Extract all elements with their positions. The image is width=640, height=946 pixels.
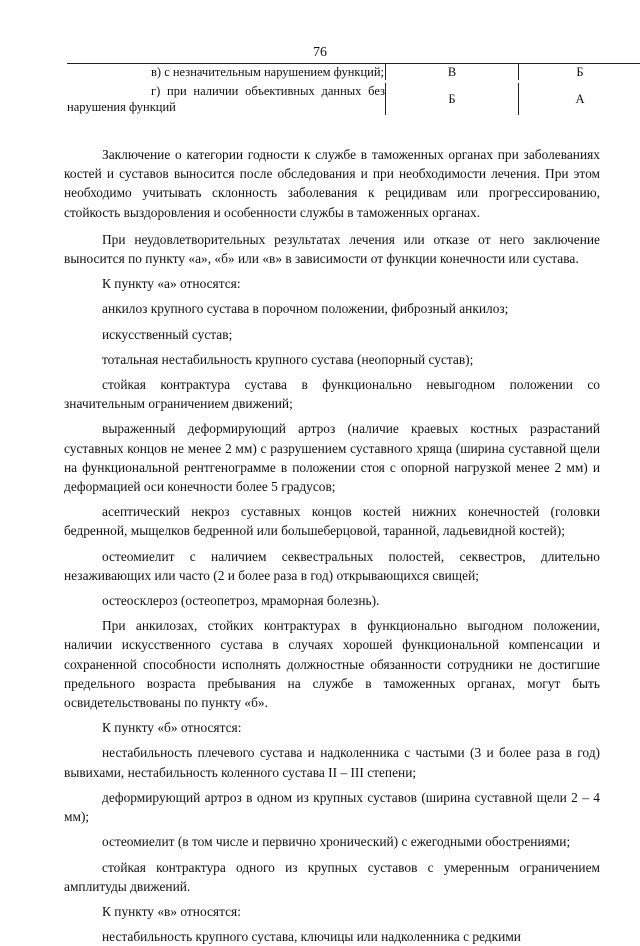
list-item: асептический некроз суставных концов костей нижних конечностей (головки бедренной, мыщелков бедренной или большеберцовой, таранной, ладьевидной костей); [64,504,600,539]
table-cell-category: Б [385,83,518,115]
list-item: остеосклероз (остеопетроз, мраморная болезнь). [102,593,380,609]
paragraph: При анкилозах, стойких контрактурах в функционально выгодном положении, наличии искусственного сустава в случаях хорошей функциональной компенсации и сохраненной способности исполнять должностные обязанности сотрудники не достигшие предельного возраста пребывания на службе в таможенных органах, могут быть освидетельствованы по пункту «б». [64,618,600,711]
table-row [67,64,640,80]
list-item: анкилоз крупного сустава в порочном положении, фиброзный анкилоз; [102,301,509,317]
list-item: остеомиелит (в том числе и первично хронический) с ежегодными обострениями; [102,834,571,850]
page-number: 76 [313,45,327,60]
section-heading: К пункту «а» относятся: [102,276,241,292]
category-table [67,63,640,115]
table-cell-description: в) с незначительным нарушением функций; [151,65,385,79]
table-cell-category: В [385,64,518,80]
table-cell-category: Б [518,64,640,80]
list-item: нестабильность крупного сустава, ключицы или надколенника с редкими [102,929,521,945]
list-item: искусственный сустав; [102,326,233,342]
paragraph: Заключение о категории годности к службе в таможенных органах при заболеваниях костей и суставов выносится после обследования и при необходимости лечения. При этом необходимо учитывать склонность заболевания к рецидивам или прогрессированию, стойкость выздоровления и особенности службы в таможенных органах. [64,147,600,220]
body-text [64,145,600,946]
table-row [67,83,640,115]
list-item: тотальная нестабильность крупного сустава (неопорный сустав); [102,351,474,367]
section-heading: К пункту «б» относятся: [102,720,242,736]
list-item: стойкая контрактура сустава в функционально невыгодном положении со значительным ограничением движений; [64,377,600,412]
list-item: остеомиелит с наличием секвестральных полостей, секвестров, длительно незаживающих или часто (2 и более раза в год) открывающихся свищей; [64,548,600,583]
list-item: деформирующий артроз в одном из крупных суставов (ширина суставной щели 2 – 4 мм); [64,789,600,825]
section-heading: К пункту «в» относятся: [102,903,241,919]
table-cell-description: г) при наличии объективных данных без нарушения функций [67,84,385,114]
paragraph: При неудовлетворительных результатах лечения или отказе от него заключение выносится по пункту «а», «б» или «в» в зависимости от функции конечности или сустава. [64,231,600,267]
list-item: выраженный деформирующий артроз (наличие краевых костных разрастаний суставных концов не менее 2 мм) с разрушением суставного хряща (ширина суставной щели на функциональной рентгенограмме в положении стоя с опорной нагрузкой менее 2 мм) и деформацией оси конечности более 5 градусов; [64,421,600,495]
list-item: нестабильность плечевого сустава и надколенника с частыми (3 и более раза в год) вывихами, нестабильность коленного сустава II – III степени; [64,745,600,780]
table-cell-category: А [518,83,640,115]
list-item: стойкая контрактура одного из крупных суставов с умеренным ограничением амплитуды движений. [64,859,600,894]
